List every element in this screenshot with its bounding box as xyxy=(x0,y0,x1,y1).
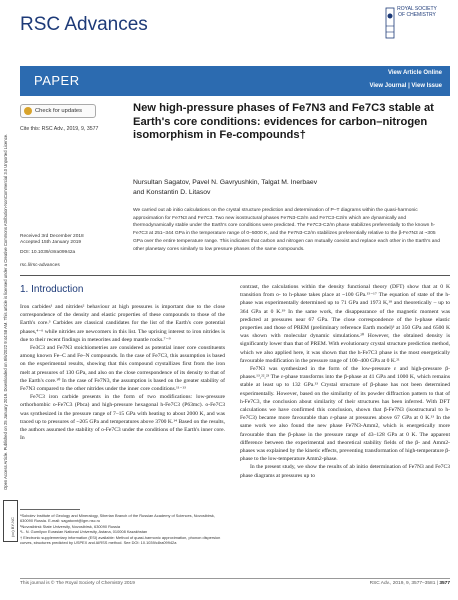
footnote: ᵇNovosibirsk State University, Novosibirsk, 630090 Russia xyxy=(20,523,120,529)
view-article-online-link[interactable]: View Article Online xyxy=(387,70,442,76)
cc-badge-text: (cc) BY-NC xyxy=(10,517,15,537)
left-column xyxy=(20,283,225,442)
footnotes xyxy=(20,509,225,545)
cite-prefix: Cite this: xyxy=(20,126,41,132)
society-name: ROYAL SOCIETY OF CHEMISTRY xyxy=(397,6,437,18)
body-paragraph: contrast, the calculations within the density functional theory (DFT) show that at 0 K transition from o- to h-phase takes place at ~100 GPa.¹⁵⁻¹⁷ The equation of state of the h-phase was experimentally determined up to 71 GPa and 1973 K,¹⁸ and theoretically – up to 364 GPa at 0 K.¹⁹ In the same work, the disappearance of the magnetic moment was predicted at pressures near 67 GPa. The close correspondence of the h-phase elastic properties and those of PREM (preliminary reference Earth model)³ at 350 GPa and 6500 K was shown with molecular dynamic simulations.²⁰ However, the obtained density is significantly lower than that of PREM. With evolutionary crystal structure prediction method, which we also applied here, it was shown that the h-Fe7C3 phase is the most energetically favourable modification in the pressure range of 100–400 GPa at 0 K.²¹ xyxy=(240,284,450,364)
body-paragraph: In the present study, we show the results of ab initio determination of Fe7N3 and Fe7C3 phase diagrams at pressures up to xyxy=(240,464,450,479)
side-note-text: Open Access Article. Published on 25 January 2019. Downloaded on 8/6/2022 9:44:58 AM. This article is licensed under a Creative Commons Attribution-NonCommercial 3.0 Unported Licence. xyxy=(3,133,8,490)
journal-title: RSC Advances xyxy=(20,14,148,35)
page-number: 3577 xyxy=(439,581,450,586)
check-updates-label: Check for updates xyxy=(35,108,83,114)
cc-license-badge[interactable] xyxy=(3,500,18,542)
check-updates-button[interactable] xyxy=(20,104,96,118)
body-paragraph: Fe3C3 and Fe7N3 stoichiometries are considered as potential inner core constituents among known Fe–C and Fe–N compounds. In the case of Fe7C3, this assumption is based on the experimental results, showing that this compound crystallizes first from the iron melt at pressures of 130 GPa, and also on the close correspondence of its density to that of the Earth's core.¹⁰ In the case of Fe7N3, the assumption is based on the greater stability of Fe7N3 compared to the other nitrides under the inner core conditions.¹¹⁻¹³ xyxy=(20,345,225,393)
open-access-side-note xyxy=(3,133,17,490)
journal-site-link[interactable]: rsc.li/rsc-advances xyxy=(20,263,60,268)
accepted-date: Accepted 15th January 2019 xyxy=(20,240,82,246)
view-journal-link[interactable]: View Journal | View Issue xyxy=(369,83,442,89)
received-date: Received 3rd December 2018 xyxy=(20,234,84,239)
right-column xyxy=(240,283,450,480)
rsc-crest-icon xyxy=(385,6,395,46)
paper-type-label: PAPER xyxy=(34,73,80,88)
footer-copyright: This journal is © The Royal Society of Chemistry 2019 xyxy=(20,581,135,586)
footer-divider xyxy=(20,578,450,579)
article-dates xyxy=(20,234,120,246)
authors-line-2: and Konstantin D. Litasov xyxy=(133,189,211,196)
footnote: ᶜL. N. Gumilyov Eurasian National University, Astana, 010008 Kazakhstan xyxy=(20,529,148,535)
body-paragraph: Fe7C3 iron carbide presents in the form of two modifications: low-pressure orthorhombic o-Fe7C3 (Pbca) and high-pressure hexagonal h-Fe7C3 (P63mc). o-Fe7C3 was synthesized in the pressure range of 7–15 GPa with heating to about 2000 K, and was traced up to pressures of ~205 GPa and temperatures above 3700 K.¹⁴ Based on the results, the authors assumed the stability of o-Fe7C3 under the conditions of the Earth's inner core. In xyxy=(20,394,225,442)
footer-page-info: RSC Adv., 2019, 9, 3577–3581 | 3577 xyxy=(369,581,450,586)
check-updates-icon xyxy=(24,107,32,115)
footnote: † Electronic supplementary information (ESI) available: Method of quasi-harmonic approximation, phonon dispersion curves, structures predicted by USPEX and AIRSS method. See DOI: 10.1039/c8ra09942a xyxy=(20,534,221,546)
cite-ref: RSC Adv., 2019, 9, 3577 xyxy=(41,126,99,132)
footer-citation: RSC Adv., 2019, 9, 3577–3581 xyxy=(369,581,436,586)
author-list xyxy=(133,178,443,198)
header-divider xyxy=(20,275,450,276)
abstract: We carried out ab initio calculations on the crystal structure prediction and determination of P–T diagrams within the quasi-harmonic approximation for Fe7N3 and Fe7C3. Two new isostructural phases Fe7N3-C2/m and Fe7C3-C2/m which are dynamically and thermodynamically stable under the Earth's core conditions were predicted. The Fe7C3-C2/m phase stabilizes preferentially to the known h-Fe7C3 at 251–344 GPa in the temperature range of 0–5000 K, and the Fe7N3-C2/m stabilizes preferentially relative to the β-Fe7N3 at ~305 GPa over the entire temperature range. This indicates that carbon and nitrogen can mutually coexist and replace each other in the Earth's and other planetary cores similarly to low pressure phases of the same compounds. xyxy=(133,208,440,252)
paper-type-banner xyxy=(20,66,450,96)
body-paragraph: Fe7N3 was synthesized in the form of the low-pressure ε and high-pressure β-phases.¹³,²²,²³ The ε-phase transforms into the β-phase at 41 GPa and 1000 K, which remains stable at least up to 132 GPa.¹³ Crystal structure of β-phase has not been determined experimentally. However, based on the similarity of its powder diffraction pattern to that of h-Fe7C3, the conclusion about similarity of their structures has been inferred. With DFT calculations we have confirmed this conclusion, shown that β-Fe7N3 (isostructural to h-Fe7C3) became more favourable than ε-phase at pressures above 67 GPa at 0 K.¹³ In the same work we also found the new phase Fe7N3-Amm2, which is energetically more favourable than the β-phase in the pressure range of 43–128 GPa at 0 K. The apparent difference between the experimental and theoretical stability fields of the β- and Amm2-phases was explained by the kinetic effects, preventing transformation of high-temperature β-phase to the low-temperature Amm2-phase. xyxy=(240,366,450,463)
article-title: New high-pressure phases of Fe7N3 and Fe7C3 stable at Earth's core conditions: evidences for carbon–nitrogen isomorphism in Fe-compounds† xyxy=(133,102,434,141)
authors-line-1: Nursultan Sagatov, Pavel N. Gavryushkin, Talgat M. Inerbaev xyxy=(133,179,318,186)
doi[interactable]: DOI: 10.1039/c8ra09942a xyxy=(20,250,76,255)
section-heading: 1. Introduction xyxy=(20,284,84,295)
citation xyxy=(20,126,98,132)
footnote: ᵃSobolev Institute of Geology and Mineralogy, Siberian Branch of the Russian Academy of Sciences, Novosibirsk, 630090 Russia. E-mail: sagatovnt@igm.nsc.ru xyxy=(20,513,215,524)
footnote-separator xyxy=(20,509,80,510)
body-paragraph: Iron carbides¹ and nitrides² behaviour at high pressures is important due to the close correspondence of the density and elastic properties of these compounds to those of the Earth's core.³ Carbides are classical candidates for the list of the Earth's core potential phases,⁴⁻⁶ while nitrides are newcomers in this list. The uprising interest to iron nitrides is due to their recent findings in meteorites and deep mantle rocks.⁷⁻⁹ xyxy=(20,304,225,343)
